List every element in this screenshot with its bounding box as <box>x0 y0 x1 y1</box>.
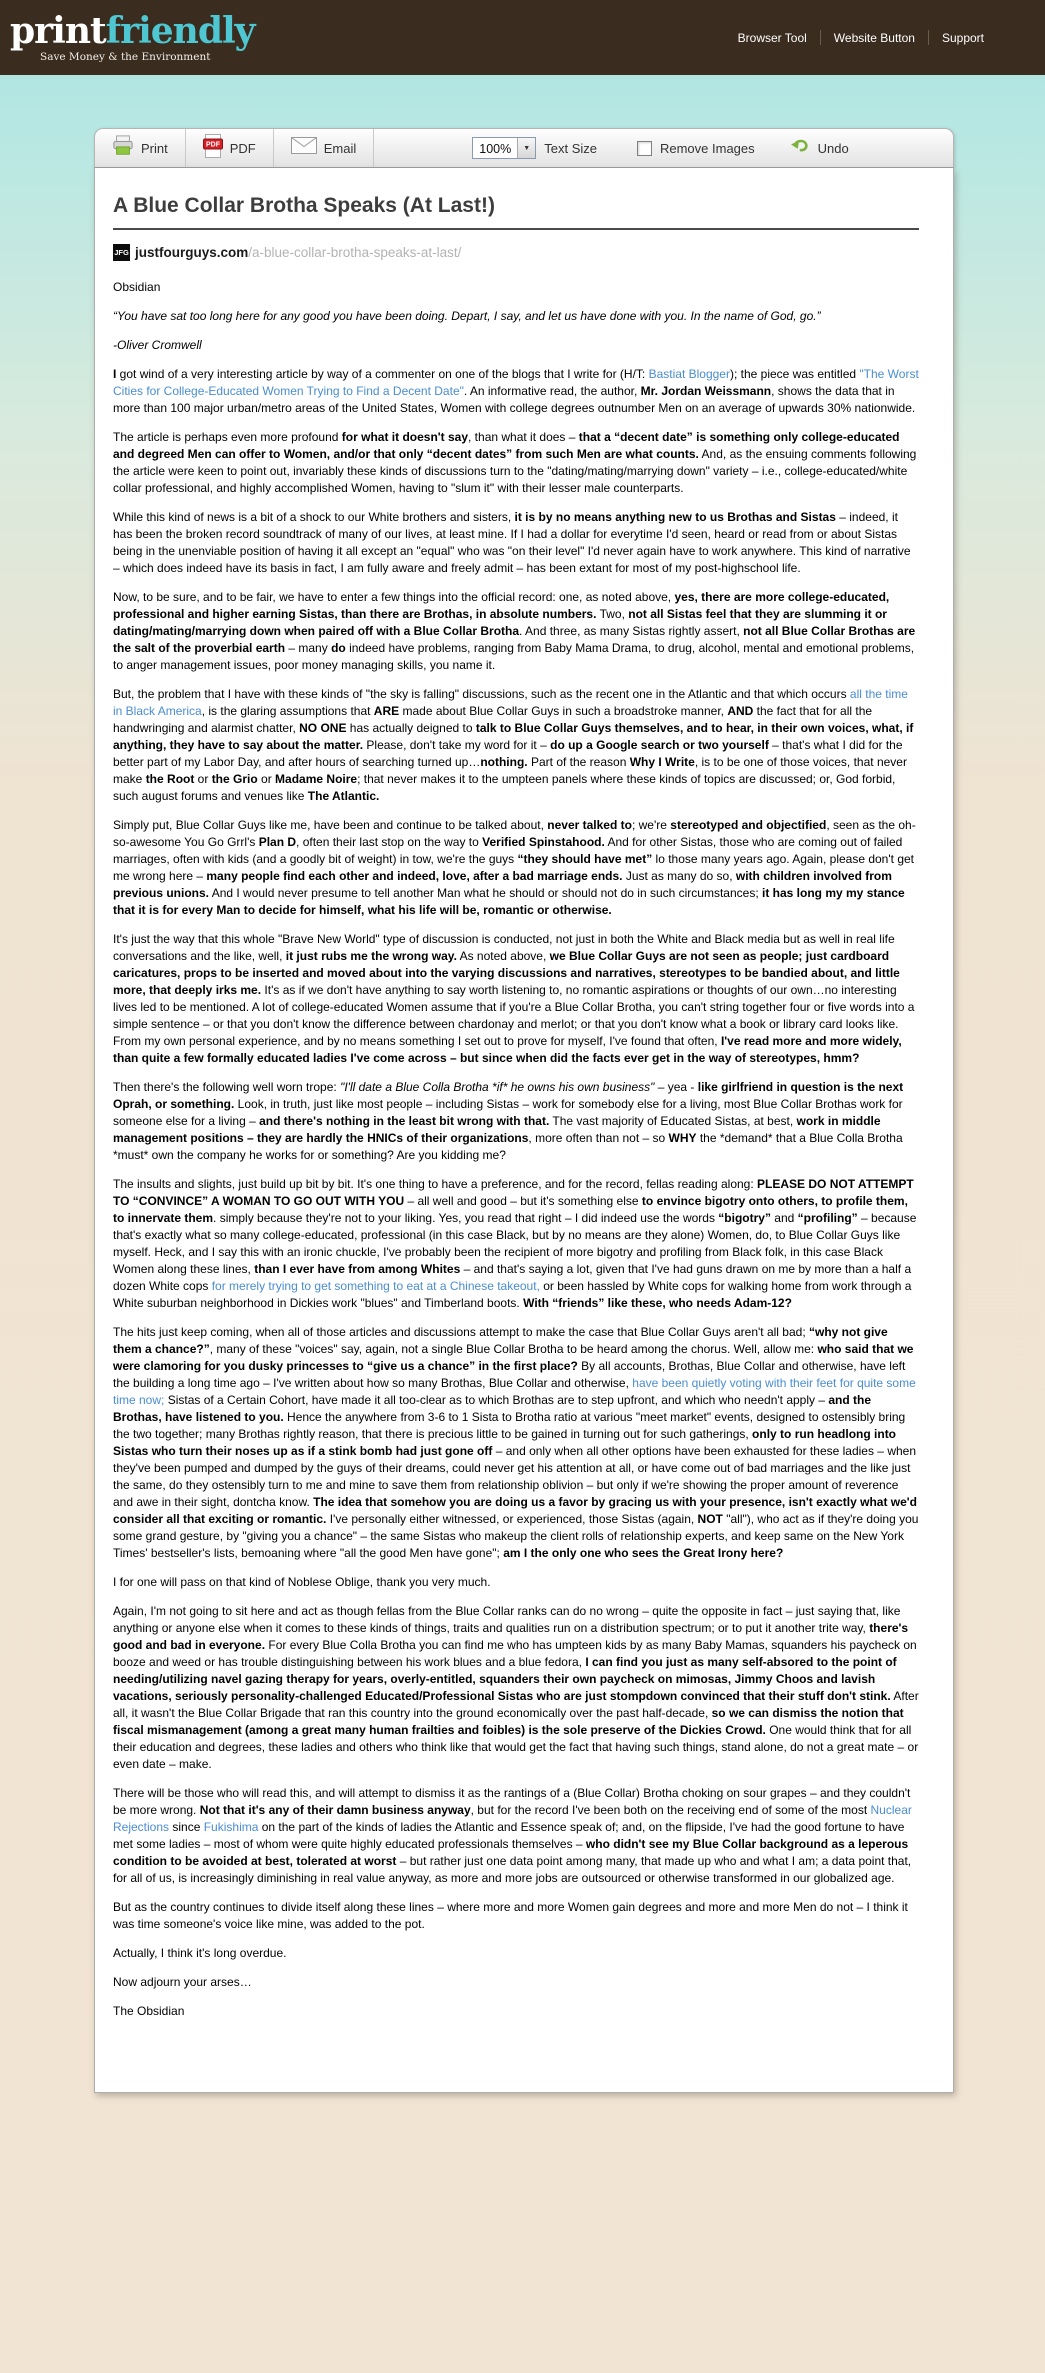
svg-text:PDF: PDF <box>205 141 220 148</box>
paragraph <box>113 1785 919 1887</box>
text-segment: Two, <box>596 607 629 621</box>
text-segment: “they should have met” <box>517 852 653 866</box>
text-segment: – yea - <box>654 1080 698 1094</box>
text-segment: , but for the record I've been both on the receiving end of some of the most <box>470 1803 871 1817</box>
inline-link[interactable]: Bastiat Blogger <box>648 367 730 381</box>
paragraph <box>113 1603 919 1773</box>
pdf-label: PDF <box>229 140 256 156</box>
text-segment: we Blue Collar Guys are not seen as people; just cardboard caricatures, props to be inserted and moved about into the varying discussions and narratives, stereotypes to be bandied about, and little more, that deeply irks me. <box>113 949 900 997</box>
inline-link[interactable]: "The Worst Cities for College-Educated Women Trying to Find a Decent Date" <box>113 367 919 398</box>
text-segment: I've personally either witnessed, or experienced, those Sistas (again, <box>326 1512 698 1526</box>
text-segment: Now adjourn your arses… <box>113 1975 252 1989</box>
text-segment: Hence the anywhere from 3-6 to 1 Sista to Brotha ratio at various "meet market" events, designed to ostensibly bring the two together; many Brothas rightly reason, that there is precious little to be gained in turning out for such gatherings, <box>113 1410 906 1441</box>
text-segment: – and only when all other options have been exhausted for these ladies – when they've been pumped and dumped by the guys of their dreams, could never get his attention at all, or have come out of bad marriages and the like just the same, do they ostensibly turn to me and mine to save them from relationship oblivion – but only if we're showing the proper amount of reverence and awe in their sight, dontcha know. <box>113 1444 917 1509</box>
text-segment: the Grio <box>211 772 258 786</box>
text-segment: I for one will pass on that kind of Noblese Oblige, thank you very much. <box>113 1575 491 1589</box>
text-segment: Simply put, Blue Collar Guys like me, have been and continue to be talked about, <box>113 818 548 832</box>
inline-link[interactable]: for merely trying to get something to eat at a Chinese takeout, <box>211 1279 540 1293</box>
text-segment: I can find you just as many self-absored to the point of needing/utilizing navel gazing therapy for years, overly-entitled, squanders their own paycheck on mimosas, Jimmy Choos and lavish vacations, seriously personality-challenged Educated/Professional Sistas who are just stompdown convinced that their stuff don't stink. <box>113 1655 897 1703</box>
text-segment: – many <box>285 641 332 655</box>
source-path: /a-blue-collar-brotha-speaks-at-last/ <box>248 245 462 260</box>
printer-icon <box>112 135 134 162</box>
text-segment: so we can dismiss the notion that fiscal mismanagement (among a great many human frailties and foibles) is the sole preserve of the Dickies Crowd. <box>113 1706 904 1737</box>
text-segment: – all well and good – but it's something else <box>404 1194 642 1208</box>
text-segment: with children involved from previous unions. <box>113 869 892 900</box>
text-segment: , than what it does – <box>468 430 579 444</box>
text-segment: Now, to be sure, and to be fair, we have to enter a few things into the official record: one, as noted above, <box>113 590 675 604</box>
text-segment: for what it doesn't say <box>341 430 469 444</box>
text-segment: ARE <box>373 704 400 718</box>
remove-images-checkbox[interactable] <box>637 141 652 156</box>
text-segment: The idea that somehow you are doing us a favor by gracing us with your presence, isn't exactly what we'd consider all that exciting or romantic. <box>113 1495 917 1526</box>
text-segment: , many of these "voices" say, again, not a single Blue Collar Brotha to be heard among the chorus. Well, allow me: <box>209 1342 818 1356</box>
text-segment: And I would never presume to tell another Man what he should or should not do in such circumstances; <box>209 886 762 900</box>
text-segment: work in middle management positions – they are hardly the HNICs of their organizations <box>113 1114 881 1145</box>
text-segment: the fact that for all the handwringing and alarmist chatter, <box>113 704 873 735</box>
text-segment: Please, don't take my word for it – <box>363 738 551 752</box>
email-envelope-icon <box>291 137 317 159</box>
text-segment: AND <box>727 704 754 718</box>
text-segment: and the Brothas, have listened to you. <box>113 1393 872 1424</box>
text-segment: like girlfriend in question is the next Oprah, or something. <box>113 1080 904 1111</box>
text-segment: Part of the reason <box>527 755 630 769</box>
text-size-label: Text Size <box>544 140 597 156</box>
text-segment: With “friends” like these, who needs Adam-12? <box>523 1296 792 1310</box>
text-segment: It's as if we don't have anything to say worth listening to, no romantic aspirations or thoughts of our own…no interesting lives led to be mentioned. A lot of college-educated Women assume that if you're a Blue Collar Brotha, you can't string together four or five words into a simple sentence – or that you don't know the difference between chardonay and merlot; or that you don't know what a book or library card looks like. From my own personal experience, and by no means something I set out to prove for myself, I've found that often, <box>113 983 915 1048</box>
email-button[interactable] <box>274 129 375 167</box>
toolbar-right-group <box>472 137 848 159</box>
inline-link[interactable]: Nuclear Rejections <box>113 1803 912 1834</box>
text-segment: By all accounts, Brothas, Blue Collar and otherwise, have left the building a long time ago – I've written about how so many Brothas, Blue Collar and otherwise, <box>113 1359 906 1390</box>
text-segment: But, the problem that I have with these kinds of "the sky is falling" discussions, such as the recent one in the Atlantic and that which occurs <box>113 687 850 701</box>
title-divider <box>113 228 919 230</box>
text-segment: , shows the data that in more than 100 major urban/metro areas of the United States, Women with college degrees outnumber Men on an average of upwards 30% nationwide. <box>113 384 916 415</box>
text-size-value: 100% <box>479 141 512 156</box>
text-segment: talk to Blue Collar Guys themselves, and to hear, in their own voices, what, if anything, they have to say about the matter. <box>113 721 914 752</box>
paragraph <box>113 686 919 805</box>
text-segment: than I ever have from among Whites <box>254 1262 461 1276</box>
text-segment: , more often than not – so <box>528 1131 669 1145</box>
header-nav <box>725 30 997 45</box>
text-segment: it just rubs me the wrong way. <box>285 949 457 963</box>
text-segment: the *demand* that a Blue Colla Brotha *must* own the company he works for or something? Are you kidding me? <box>113 1131 903 1162</box>
text-segment: One would think that for all their education and degrees, these ladies and others who think like that would get the fact that having such things, stand alone, do not a great mate – or even date – make. <box>113 1723 919 1771</box>
text-segment: – and that's saying a lot, given that I've had guns drawn on me by more than a half a dozen White cops <box>113 1262 912 1293</box>
text-segment: . simply because they're not to your liking. Yes, you read that right – I did indeed use the words <box>213 1211 719 1225</box>
page-title: A Blue Collar Brotha Speaks (At Last!) <box>113 194 495 217</box>
text-segment: Obsidian <box>113 280 161 294</box>
paragraph <box>113 1945 919 1962</box>
text-segment: lo those many years ago. Again, please don't get me wrong here – <box>113 852 914 883</box>
paragraph <box>113 2003 919 2020</box>
paragraph <box>113 337 919 354</box>
nav-support[interactable]: Support <box>941 30 984 45</box>
text-segment: – but rather just one data point among many, that made up who and what I am; a data point that, for all of us, is increasingly diminishing in real value anyway, as more and more jobs are outsourced or otherwise transformed in our globalized age. <box>113 1854 912 1885</box>
text-segment: and <box>770 1211 798 1225</box>
pdf-button[interactable] <box>186 129 274 167</box>
text-segment: made about Blue Collar Guys in such a broadstroke manner, <box>399 704 728 718</box>
text-segment: , seen as the oh-so-awesome You Go Grrl's <box>113 818 916 849</box>
toolbar <box>94 128 954 168</box>
text-segment: stereotyped and objectified <box>670 818 827 832</box>
text-segment: and there's nothing in the least bit wrong with that. <box>259 1114 550 1128</box>
paragraph <box>113 429 919 497</box>
text-segment: who didn't see my Blue Collar background as a leperous condition to be avoided at best, tolerated at worst <box>113 1837 909 1868</box>
text-segment: "I'll date a Blue Colla Brotha *if* he owns his own business" <box>340 1080 655 1094</box>
text-segment: , often their last stop on the way to <box>296 835 483 849</box>
text-segment: Again, I'm not going to sit here and act as though fellas from the Blue Collar ranks can do no wrong – quite the opposite in fact – just saying that, like anything or anyone else when it comes to these kinds of things, traits and qualities run on a distribution spectrum; or to put it another trite way, <box>113 1604 901 1635</box>
text-segment: Sistas of a Certain Cohort, have made it all too-clear as to which Brothas are to step upfront, and which who needn't apply – <box>164 1393 829 1407</box>
text-segment: I <box>113 367 117 381</box>
article-body <box>113 279 919 2020</box>
paragraph <box>113 817 919 919</box>
paragraph <box>113 1176 919 1312</box>
undo-label[interactable]: Undo <box>817 140 849 156</box>
paragraph <box>113 1079 919 1164</box>
paragraph <box>113 279 919 296</box>
text-segment: The insults and slights, just build up bit by bit. It's one thing to have a preference, and for the record, fellas reading along: <box>113 1177 758 1191</box>
text-segment: And, as the ensuing comments following the article were keen to point out, invariably these kinds of discussions turn to the "dating/mating/marrying down" variety – i.e., college-educated/white collar professional, and highly accomplished Women, having to "slum it" with their lesser male counterparts. <box>113 447 917 495</box>
text-segment: not all Blue Collar Brothas are the salt of the proverbial earth <box>113 624 916 655</box>
text-segment: As noted above, <box>456 949 550 963</box>
text-segment: or <box>257 772 276 786</box>
text-segment: ; we're <box>631 818 671 832</box>
text-segment: – indeed, it has been the broken record soundtrack of many of our lives, at least mine. If I had a dollar for everytime I'd seen, heard or read from or about Sistas being in the unenviable position of having it all except an "equal" who was "on their level" I'd never again have to work anywhere. This kind of narrative – which does indeed have its basis in fact, I am fully aware and freely admit – has been extant for most of my post-highschool life. <box>113 510 911 575</box>
main-column <box>94 128 954 2141</box>
source-domain: justfourguys.com <box>135 245 249 260</box>
text-size-select[interactable] <box>472 137 536 159</box>
email-label: Email <box>323 140 357 156</box>
paragraph <box>113 308 919 325</box>
text-segment: It's just the way that this whole "Brave New World" type of discussion is conducted, not just in both the White and Black media but as well in real life conversations and the like, well, <box>113 932 895 963</box>
text-segment: “You have sat too long here for any good you have been doing. Depart, I say, and let us have done with you. In the name of God, go.” <box>113 309 821 323</box>
text-segment: , is the glaring assumptions that <box>201 704 374 718</box>
text-segment: The hits just keep coming, when all of those articles and discussions attempt to make the case that Blue Collar Guys aren't all bad; <box>113 1325 809 1339</box>
text-segment: The article is perhaps even more profound <box>113 430 342 444</box>
inline-link[interactable]: Fukishima <box>203 1820 259 1834</box>
text-segment: there's good and bad in everyone. <box>113 1621 909 1652</box>
paragraph <box>113 1899 919 1933</box>
text-segment: am I the only one who sees the Great Irony here? <box>503 1546 784 1560</box>
paragraph <box>113 1974 919 1991</box>
undo-icon[interactable] <box>791 138 810 158</box>
text-segment: “profiling” <box>797 1211 858 1225</box>
text-segment: got wind of a very interesting article by way of a commenter on one of the blogs that I write for (H/T: <box>116 367 649 381</box>
text-segment: only to run headlong into Sistas who turn their noses up as if a stink bomb had just gone off <box>113 1427 897 1458</box>
text-segment: -Oliver Cromwell <box>113 338 202 352</box>
inline-link[interactable]: have been quietly voting with their feet for quite some time now; <box>113 1376 916 1407</box>
text-segment: I've read more and more widely, than quite a few formally educated ladies I've come across – but since when did the facts ever get in the way of stereotypes, hmm? <box>113 1034 902 1065</box>
text-segment: Verified Spinstahood. <box>482 835 605 849</box>
text-segment: or <box>194 772 212 786</box>
text-segment: . And three, as many Sistas rightly assert, <box>519 624 744 638</box>
text-segment: NO ONE <box>299 721 347 735</box>
text-segment: The Atlantic. <box>307 789 380 803</box>
logo-tagline: Save Money & the Environment <box>40 50 211 63</box>
text-segment: – because that's exactly what so many college-educated, professional (in this case Black, but by no means are they alone) Women, do, to Blue Collar Guys like myself. Heck, and I say this with an ironic chuckle, I've probably been the recipient of more bigotry and profiling from Black folk, in this case Black Women along these lines, <box>113 1211 917 1276</box>
text-segment: never talked to <box>547 818 632 832</box>
logo-text-friendly: friendly <box>105 9 255 52</box>
text-segment: ; that never makes it to the umpteen panels where these kinds of topics are discussed; or, God forbid, such august forums and venues like <box>113 772 896 803</box>
text-segment: to envince bigotry onto others, to profile them, to innervate them <box>113 1194 908 1225</box>
print-button[interactable] <box>95 129 186 167</box>
text-segment: since <box>169 1820 204 1834</box>
text-segment: Actually, I think it's long overdue. <box>113 1946 287 1960</box>
paragraph <box>113 1324 919 1562</box>
text-segment: NOT <box>697 1512 723 1526</box>
text-segment: "all"), who act as if they're doing you some grand gesture, by "giving you a chance" – the same Sistas who makeup the client rolls of relationship experts, and keep same on the New York Times' bestseller's lists, bemoaning where "all the good Men have gone"; <box>113 1512 919 1560</box>
text-segment: There will be those who will read this, and will attempt to dismiss it as the rantings of a (Blue Collar) Brotha choking on sour grapes – and they couldn't be more wrong. <box>113 1786 911 1817</box>
text-segment: nothing. <box>480 755 528 769</box>
text-segment: on the part of the kinds of ladies the Atlantic and Essence speak of; and, on the flipside, I've had the good fortune to have met some ladies – most of whom were quite highly educated professionals themselves – <box>113 1820 905 1851</box>
text-segment: many people find each other and indeed, love, after a bad marriage ends. <box>206 869 623 883</box>
text-segment: do up a Google search or two yourself <box>550 738 769 752</box>
pdf-icon <box>203 134 223 163</box>
text-segment: indeed have problems, ranging from Baby Mama Drama, to drug, alcohol, mental and emotional problems, to anger management issues, poor money managing skills, you name it. <box>113 641 915 672</box>
bottom-spacer <box>94 2093 954 2141</box>
text-segment: WHY <box>668 1131 697 1145</box>
text-segment: who said that we were clamoring for you dusky princesses to “give us a chance” in the first place? <box>113 1342 914 1373</box>
paragraph <box>113 509 919 577</box>
text-segment: Mr. Jordan Weissmann <box>640 384 772 398</box>
text-segment: Not that it's any of their damn business anyway <box>199 1803 471 1817</box>
text-segment: The Obsidian <box>113 2004 185 2018</box>
article-card <box>94 168 954 2093</box>
text-segment: For every Blue Colla Brotha you can find me who has umpteen kids by as many Baby Mamas, squanders his paycheck on booze and weed or has trouble distinguishing between his work blues and a blue fedora, <box>113 1638 917 1669</box>
paragraph <box>113 931 919 1067</box>
text-segment: Just as many do so, <box>622 869 736 883</box>
text-segment: it has long my my stance that it is for every Man to decide for himself, what his life will be, romantic or otherwise. <box>113 886 905 917</box>
nav-website-button[interactable]: Website Button <box>833 30 915 45</box>
paragraph <box>113 589 919 674</box>
text-segment: or been hassled by White cops for walking home from work through a White suburban neighborhood in Dickies work "blues" and Timberland boots. <box>113 1279 912 1310</box>
text-segment: has actually deigned to <box>346 721 476 735</box>
text-segment: “why not give them a chance?” <box>113 1325 888 1356</box>
text-segment: that a “decent date” is something only college-educated and degreed Men can offer to Women, and/or that only “decent dates” from such Men are what counts. <box>113 430 900 461</box>
text-segment: But as the country continues to divide itself along these lines – where more and more Women gain degrees and more and more Men do not – I think it was time someone's voice like mine, was added to the pot. <box>113 1900 908 1931</box>
inline-link[interactable]: all the time in Black America <box>113 687 908 718</box>
paragraph <box>113 1574 919 1591</box>
text-segment: do <box>331 641 346 655</box>
text-segment: While this kind of news is a bit of a shock to our White brothers and sisters, <box>113 510 515 524</box>
text-segment: the Root <box>145 772 195 786</box>
chevron-down-icon[interactable]: ▼ <box>517 138 535 158</box>
logo-text-print: print <box>10 9 106 52</box>
text-segment: not all Sistas feel that they are slumming it or dating/mating/marrying down when paired off with a Blue Collar Brotha <box>113 607 887 638</box>
site-header <box>0 0 1045 75</box>
printfriendly-logo[interactable] <box>10 9 255 63</box>
text-segment: Look, in truth, just like most people – including Sistas – work for somebody else for a living, most Blue Collar Brothas work for someone else for a living – <box>113 1097 903 1128</box>
text-segment: , is to be one of those voices, that never make <box>113 755 907 786</box>
nav-browser-tool[interactable]: Browser Tool <box>737 30 807 45</box>
text-segment: – that's what I did for the better part of my Labor Day, and after hours of searching turned up… <box>113 738 903 769</box>
article-source-row <box>113 244 919 261</box>
text-segment: PLEASE DO NOT ATTEMPT TO “CONVINCE” A WOMAN TO GO OUT WITH YOU <box>113 1177 914 1208</box>
text-segment: The vast majority of Educated Sistas, at best, <box>549 1114 797 1128</box>
text-segment: Why I Write <box>629 755 695 769</box>
paragraph <box>113 366 919 417</box>
site-favicon: JFG <box>113 244 130 261</box>
text-segment: it is by no means anything new to us Brothas and Sistas <box>514 510 836 524</box>
text-segment: Then there's the following well worn trope: <box>113 1080 341 1094</box>
remove-images-label: Remove Images <box>659 140 755 156</box>
text-segment: Madame Noire <box>275 772 358 786</box>
text-segment: After all, it wasn't the Blue Collar Brigade that ran this country into the ground economically over the past half-decade, <box>113 1689 919 1720</box>
text-segment: ); the piece was entitled <box>729 367 860 381</box>
text-segment: yes, there are more college-educated, professional and higher earning Sistas, than there are Brothas, in absolute numbers. <box>113 590 890 621</box>
text-segment: Plan D <box>258 835 297 849</box>
text-segment: And for other Sistas, those who are coming out of failed marriages, often with kids (and a goodly bit of weight) in tow, we're the guys <box>113 835 903 866</box>
text-segment: “bigotry” <box>718 1211 771 1225</box>
text-segment: . An informative read, the author, <box>463 384 641 398</box>
print-label: Print <box>141 140 168 156</box>
